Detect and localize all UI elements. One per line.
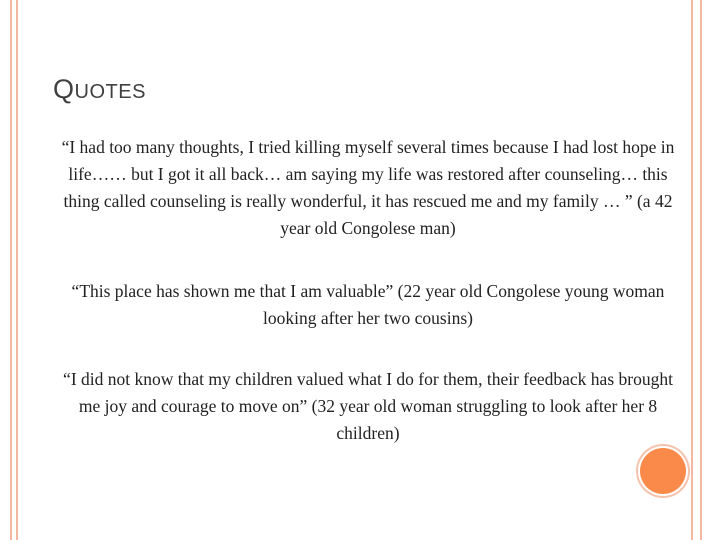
right-border-line-inner [691,0,693,540]
slide-title-initial: Q [53,74,75,104]
slide-title [53,74,146,105]
quote-3: “I did not know that my children valued what I do for them, their feedback has brought me joy and courage to move on” (32 year old woman struggling to look after her 8 children) [63,369,673,443]
left-border-line [10,0,12,540]
quote-2: “This place has shown me that I am valuable” (22 year old Congolese young woman looking after her two cousins) [71,281,665,328]
decorative-circle [640,448,686,494]
right-border-line [700,0,702,540]
quote-1: “I had too many thoughts, I tried killing myself several times because I had lost hope in life…… but I got it all back… am saying my life was restored after counseling… this thing called counseling is really wonderful, it has rescued me and my family … ” (a 42 year old Congolese man) [61,137,675,238]
slide-title-rest: UOTES [74,81,146,103]
left-border-line-inner [16,0,18,540]
